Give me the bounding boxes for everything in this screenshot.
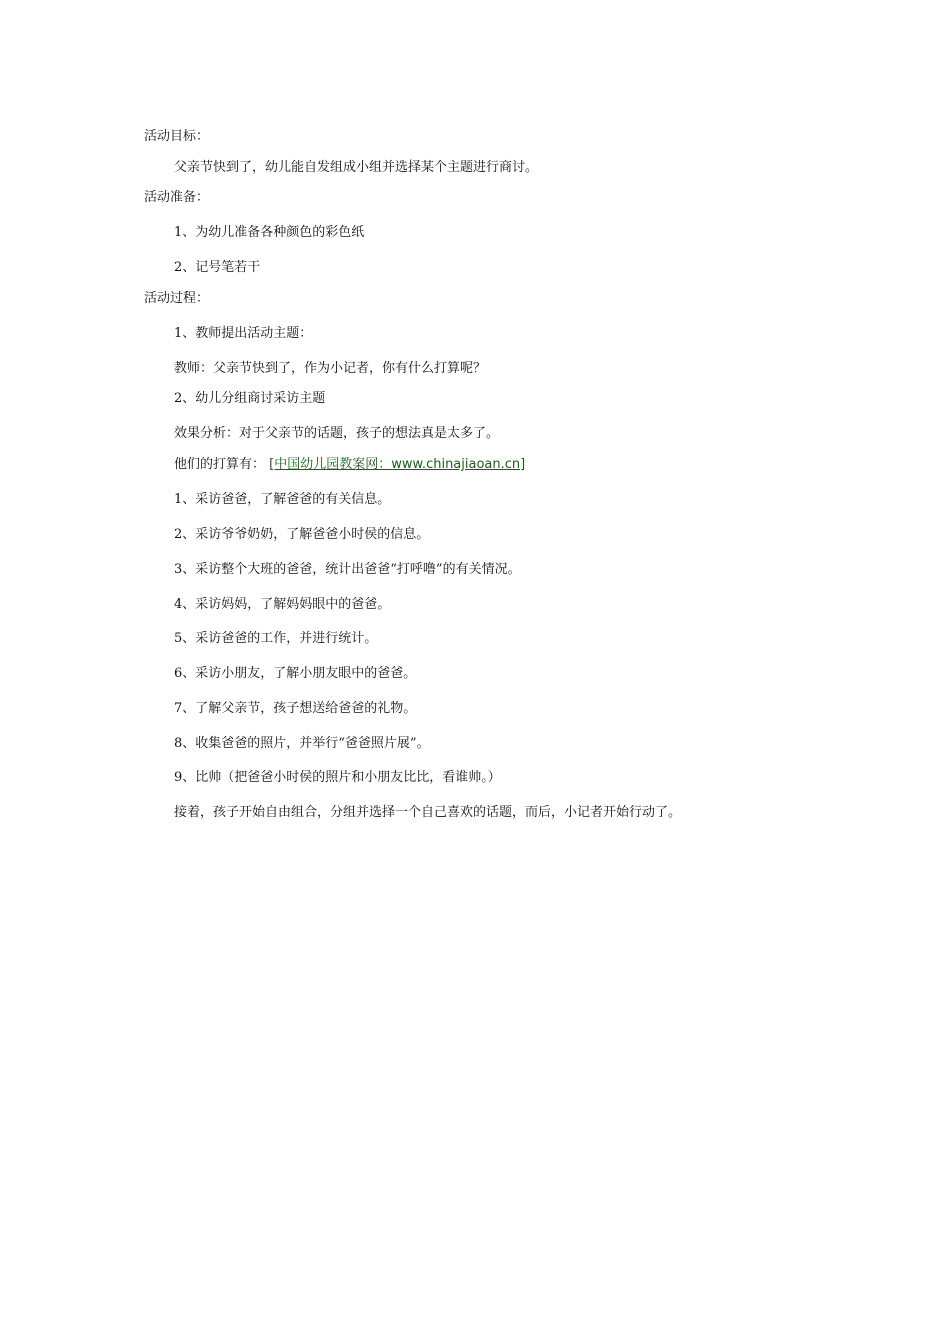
plan-item: 3、采访整个大班的爸爸，统计出爸爸“打呼噜”的有关情况。 (174, 562, 521, 577)
process-heading: 活动过程： (144, 291, 210, 306)
goal-heading: 活动目标： (144, 129, 210, 144)
plan-item: 9、比帅（把爸爸小时侯的照片和小朋友比比，看谁帅。） (174, 770, 501, 785)
plans-prefix: 他们的打算有： (174, 457, 266, 472)
closing-text: 接着，孩子开始自由组合，分组并选择一个自己喜欢的话题，而后，小记者开始行动了。 (174, 805, 682, 820)
teacher-line: 教师：父亲节快到了，作为小记者，你有什么打算呢？ (174, 361, 487, 376)
analysis-text: 效果分析：对于父亲节的话题，孩子的想法真是太多了。 (174, 426, 500, 441)
process-step-1: 1、教师提出活动主题： (174, 326, 313, 341)
plan-item: 8、收集爸爸的照片，并举行“爸爸照片展”。 (174, 736, 430, 751)
plan-item: 1、采访爸爸，了解爸爸的有关信息。 (174, 492, 391, 507)
plan-item: 2、采访爷爷奶奶，了解爸爸小时侯的信息。 (174, 527, 430, 542)
plan-item: 5、采访爸爸的工作，并进行统计。 (174, 631, 378, 646)
plan-item: 7、了解父亲节，孩子想送给爸爸的礼物。 (174, 701, 417, 716)
plans-line (174, 456, 525, 474)
plan-item: 6、采访小朋友，了解小朋友眼中的爸爸。 (174, 666, 417, 681)
goal-text: 父亲节快到了，幼儿能自发组成小组并选择某个主题进行商讨。 (174, 160, 539, 175)
prep-item: 1、为幼儿准备各种颜色的彩色纸 (174, 225, 365, 240)
plan-item: 4、采访妈妈，了解妈妈眼中的爸爸。 (174, 597, 391, 612)
source-link[interactable]: [中国幼儿园教案网：www.chinajiaoan.cn] (269, 457, 526, 472)
prep-heading: 活动准备： (144, 190, 210, 205)
process-step-2: 2、幼儿分组商讨采访主题 (174, 391, 326, 406)
prep-item: 2、记号笔若干 (174, 260, 261, 275)
